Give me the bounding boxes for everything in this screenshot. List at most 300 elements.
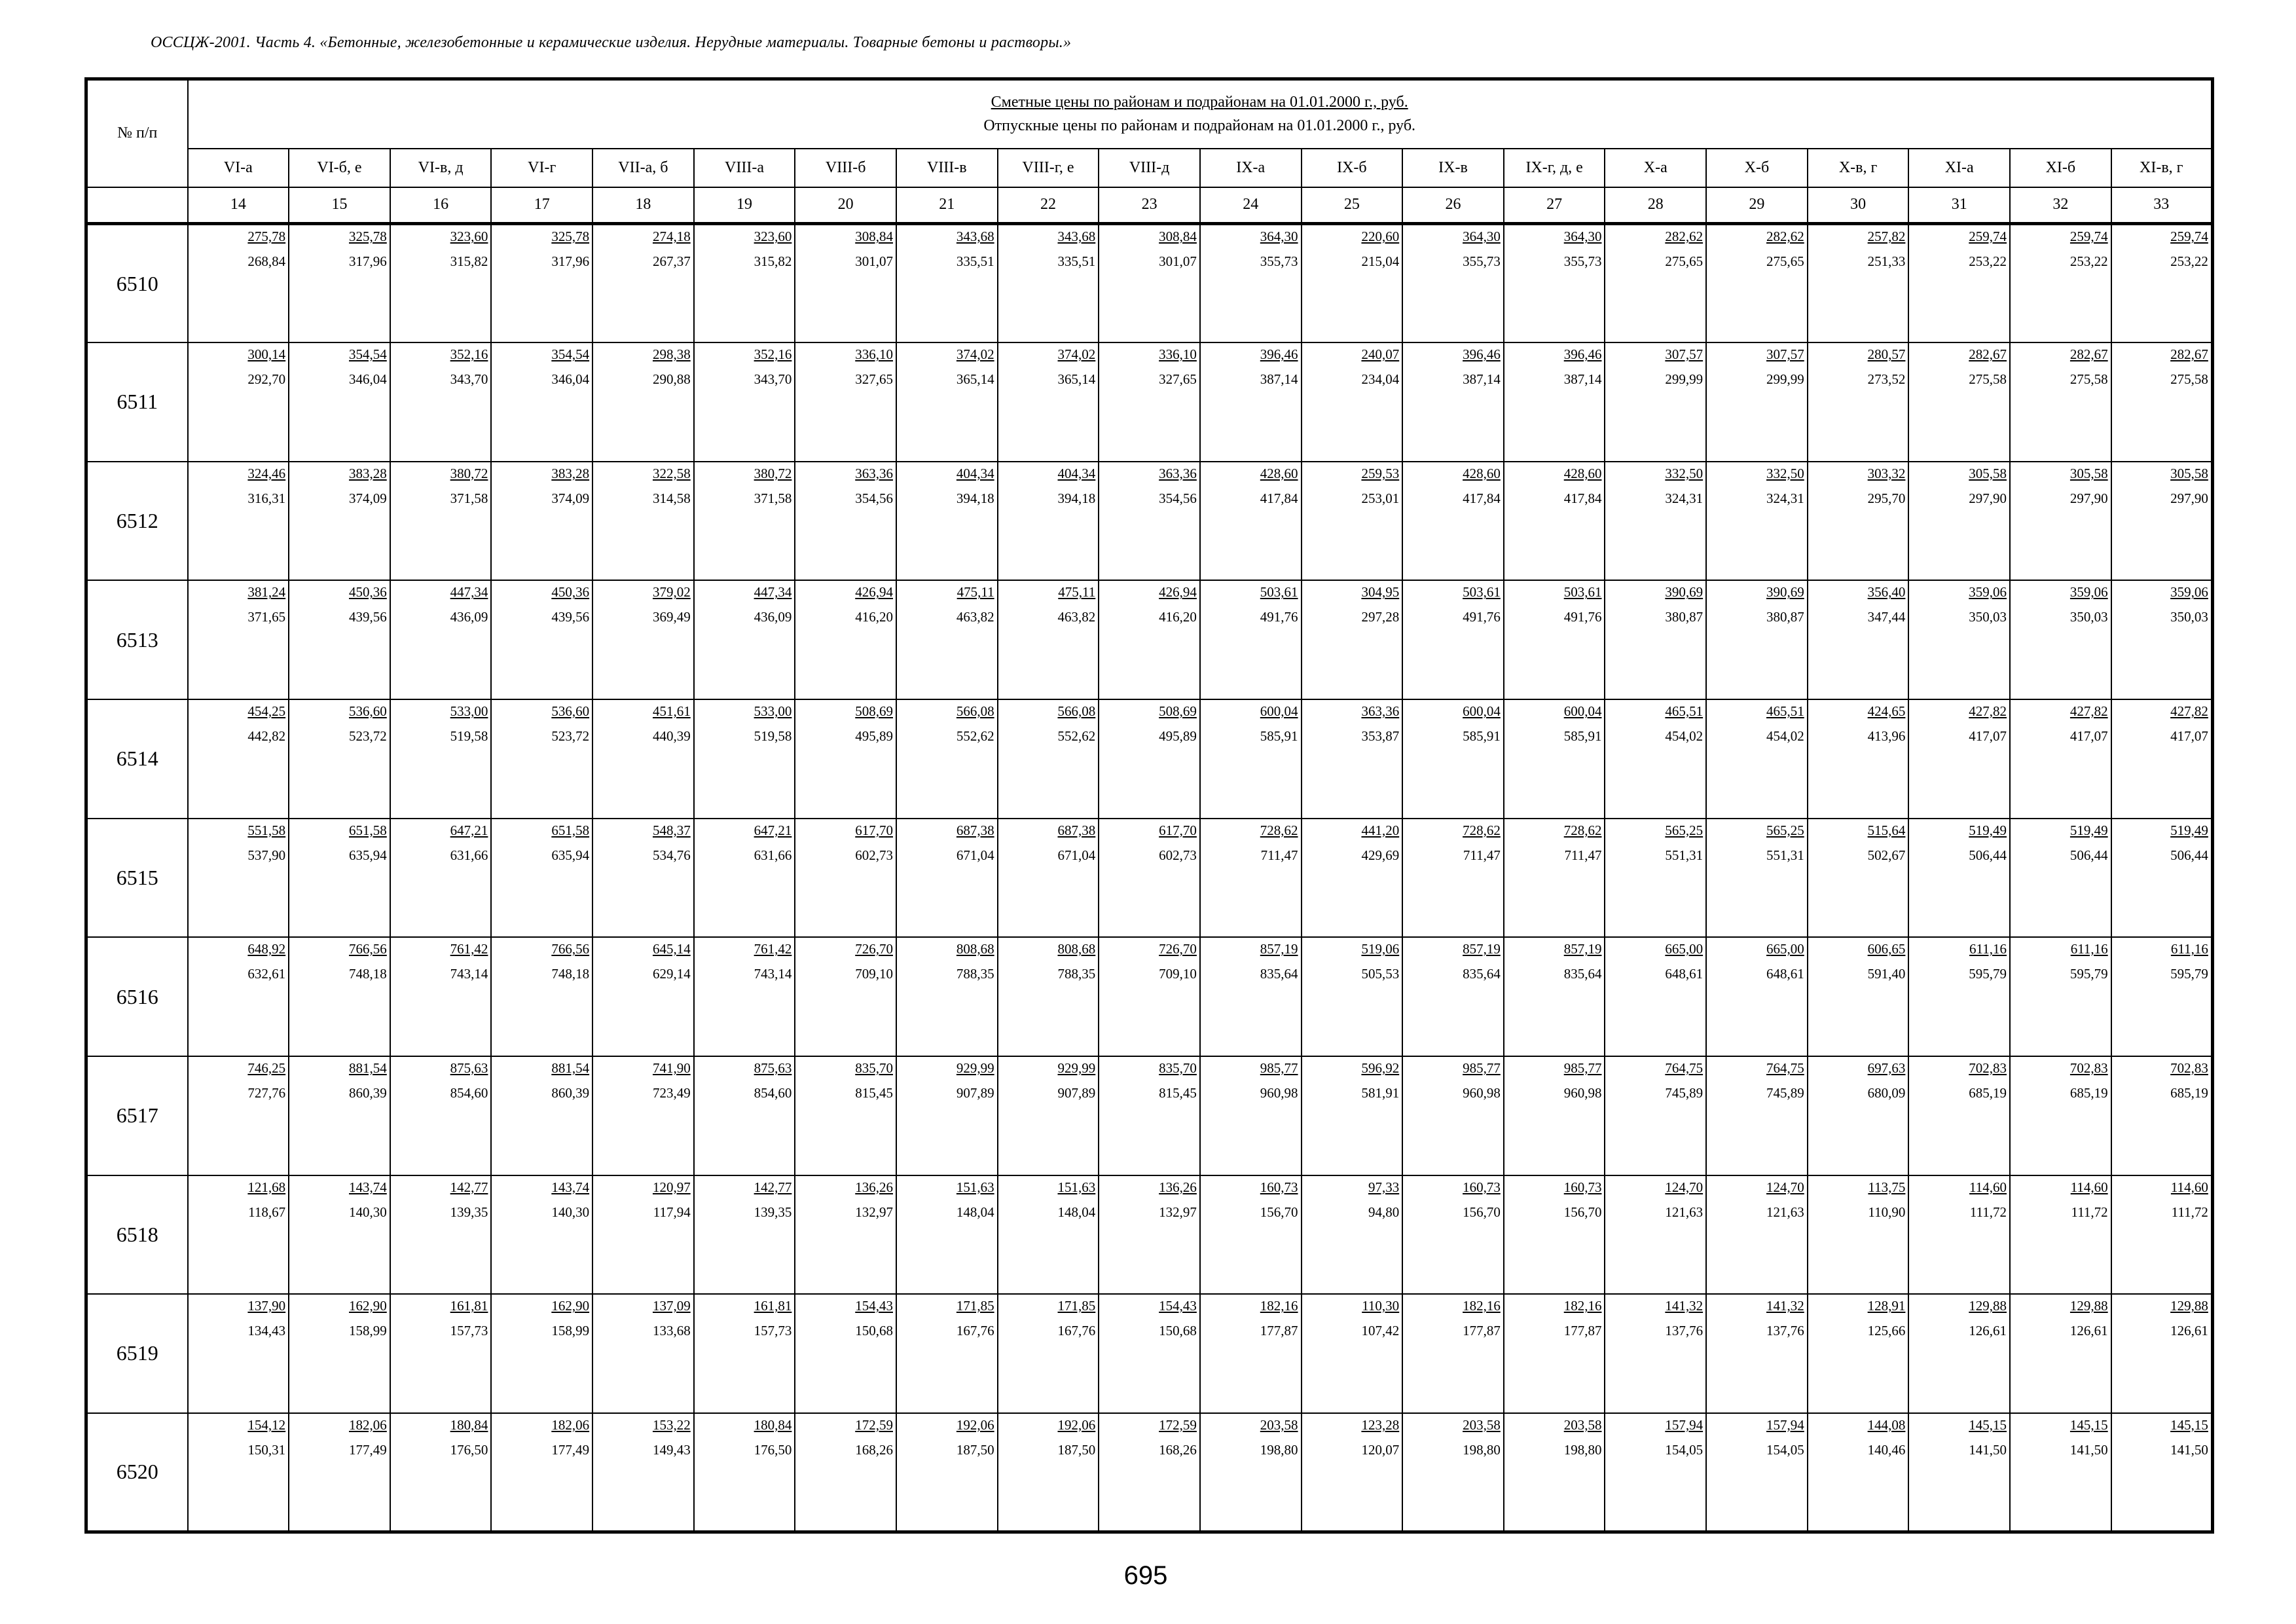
- release-price: 292,70: [247, 371, 286, 388]
- estimate-price: 129,88: [1969, 1298, 2007, 1314]
- estimate-price: 764,75: [1766, 1060, 1804, 1076]
- price-cell: [795, 1413, 896, 1532]
- release-price: 788,35: [1057, 966, 1096, 982]
- release-price: 387,14: [1260, 371, 1298, 388]
- release-price: 585,91: [1563, 728, 1602, 744]
- column-number: 26: [1402, 187, 1504, 224]
- release-price: 126,61: [2069, 1323, 2108, 1339]
- estimate-price: 172,59: [855, 1416, 893, 1433]
- estimate-price: 475,11: [1058, 584, 1096, 600]
- price-cell: [390, 224, 492, 343]
- price-cell: [1605, 1175, 1706, 1295]
- estimate-price: 121,68: [247, 1179, 286, 1195]
- estimate-price: 257,82: [1867, 229, 1906, 244]
- estimate-price: 324,46: [247, 465, 286, 481]
- release-price: 394,18: [1057, 490, 1096, 506]
- release-price: 290,88: [652, 371, 691, 388]
- release-price: 253,22: [2069, 253, 2108, 269]
- release-price: 275,65: [1665, 253, 1704, 269]
- price-cell: [795, 819, 896, 938]
- price-cell: [390, 819, 492, 938]
- release-price: 107,42: [1361, 1323, 1400, 1339]
- estimate-price: 390,69: [1766, 584, 1804, 600]
- release-price: 709,10: [855, 966, 893, 982]
- district-header: VI-в, д: [390, 149, 492, 187]
- price-cell: [289, 1175, 390, 1295]
- release-price: 154,05: [1766, 1441, 1804, 1458]
- price-cell: [390, 580, 492, 699]
- column-number: 29: [1706, 187, 1808, 224]
- estimate-price: 451,61: [652, 703, 691, 719]
- estimate-price: 503,61: [1463, 584, 1501, 600]
- estimate-price: 182,16: [1563, 1298, 1602, 1314]
- price-cell: [1808, 462, 1909, 581]
- price-cell: [1706, 1294, 1808, 1413]
- release-price: 176,50: [450, 1441, 488, 1458]
- price-cell: [2111, 1056, 2213, 1175]
- price-cell: [694, 342, 795, 462]
- release-price: 907,89: [1057, 1084, 1096, 1101]
- column-number: 21: [896, 187, 998, 224]
- release-price: 177,87: [1563, 1323, 1602, 1339]
- estimate-price: 364,30: [1260, 229, 1298, 244]
- estimate-price: 124,70: [1766, 1179, 1804, 1195]
- estimate-price: 428,60: [1260, 465, 1298, 481]
- release-price: 120,07: [1361, 1441, 1400, 1458]
- column-number: 15: [289, 187, 390, 224]
- column-number-blank: [86, 187, 188, 224]
- estimate-price: 160,73: [1260, 1179, 1298, 1195]
- release-price: 581,91: [1361, 1084, 1400, 1101]
- estimate-price: 985,77: [1563, 1060, 1602, 1076]
- estimate-price: 359,06: [1969, 584, 2007, 600]
- release-price: 595,79: [2170, 966, 2208, 982]
- estimate-price: 396,46: [1563, 346, 1602, 363]
- estimate-price: 503,61: [1260, 584, 1298, 600]
- estimate-price: 726,70: [855, 941, 893, 957]
- release-price: 439,56: [551, 609, 590, 625]
- release-price: 374,09: [551, 490, 590, 506]
- estimate-price: 259,74: [2069, 229, 2108, 244]
- estimate-price: 137,09: [652, 1298, 691, 1314]
- estimate-price: 182,16: [1260, 1298, 1298, 1314]
- table-row: [86, 224, 2213, 343]
- price-cell: [1099, 580, 1200, 699]
- release-price: 519,58: [450, 728, 488, 744]
- estimate-price: 308,84: [1159, 229, 1197, 244]
- estimate-price: 857,19: [1463, 941, 1501, 957]
- estimate-price: 240,07: [1361, 346, 1400, 363]
- release-price: 156,70: [1260, 1204, 1298, 1220]
- price-cell: [2111, 1413, 2213, 1532]
- price-cell: [390, 342, 492, 462]
- row-id: 6513: [86, 580, 188, 699]
- price-cell: [896, 699, 998, 819]
- price-cell: [188, 342, 289, 462]
- estimate-price: 808,68: [1057, 941, 1096, 957]
- estimate-price: 465,51: [1766, 703, 1804, 719]
- estimate-price: 426,94: [1159, 584, 1197, 600]
- price-cell: [694, 1413, 795, 1532]
- table-row: [86, 1413, 2213, 1532]
- release-price: 671,04: [1057, 847, 1096, 863]
- estimate-price: 766,56: [349, 941, 387, 957]
- price-cell: [1200, 1413, 1302, 1532]
- row-id: 6520: [86, 1413, 188, 1532]
- release-price: 709,10: [1159, 966, 1197, 982]
- release-price: 315,82: [754, 253, 792, 269]
- release-price: 585,91: [1260, 728, 1298, 744]
- estimate-price: 282,67: [2170, 346, 2208, 363]
- release-price: 297,90: [1969, 490, 2007, 506]
- release-price: 371,65: [247, 609, 286, 625]
- release-price: 141,50: [2069, 1441, 2108, 1458]
- price-cell: [1605, 1413, 1706, 1532]
- district-header: IX-г, д, е: [1504, 149, 1605, 187]
- price-cell: [491, 937, 592, 1056]
- release-price: 416,20: [855, 609, 893, 625]
- estimate-price: 305,58: [2069, 465, 2108, 481]
- price-cell: [1302, 580, 1403, 699]
- release-price: 491,76: [1563, 609, 1602, 625]
- price-cell: [1605, 462, 1706, 581]
- release-price: 631,66: [754, 847, 792, 863]
- district-header: VIII-б: [795, 149, 896, 187]
- release-price: 506,44: [2170, 847, 2208, 863]
- estimate-price: 363,36: [1159, 465, 1197, 481]
- price-cell: [795, 224, 896, 343]
- release-price: 150,68: [1159, 1323, 1197, 1339]
- price-cell: [896, 580, 998, 699]
- release-price: 297,90: [2170, 490, 2208, 506]
- price-cell: [592, 699, 694, 819]
- release-price: 125,66: [1867, 1323, 1906, 1339]
- estimate-price: 142,77: [754, 1179, 792, 1195]
- estimate-price: 617,70: [855, 822, 893, 838]
- release-price: 743,14: [754, 966, 792, 982]
- district-header: IX-а: [1200, 149, 1302, 187]
- estimate-price: 141,32: [1665, 1298, 1704, 1314]
- price-cell: [1808, 1175, 1909, 1295]
- estimate-price: 687,38: [1057, 822, 1096, 838]
- price-cell: [390, 1413, 492, 1532]
- column-number: 23: [1099, 187, 1200, 224]
- price-cell: [2111, 1294, 2213, 1413]
- price-cell: [2010, 342, 2111, 462]
- price-cell: [592, 1294, 694, 1413]
- price-cell: [694, 580, 795, 699]
- price-cell: [2111, 819, 2213, 938]
- price-cell: [795, 1175, 896, 1295]
- estimate-price: 857,19: [1563, 941, 1602, 957]
- price-cell: [1302, 937, 1403, 1056]
- estimate-price: 702,83: [2170, 1060, 2208, 1076]
- estimate-price: 343,68: [956, 229, 994, 244]
- price-cell: [289, 342, 390, 462]
- price-cell: [491, 1056, 592, 1175]
- estimate-price: 308,84: [855, 229, 893, 244]
- price-cell: [1808, 819, 1909, 938]
- estimate-price: 153,22: [652, 1416, 691, 1433]
- release-price: 551,31: [1766, 847, 1804, 863]
- price-cell: [289, 1056, 390, 1175]
- release-price: 495,89: [855, 728, 893, 744]
- estimate-price: 835,70: [855, 1060, 893, 1076]
- release-price: 346,04: [551, 371, 590, 388]
- release-price: 380,87: [1766, 609, 1804, 625]
- release-price: 506,44: [2069, 847, 2108, 863]
- price-cell: [1302, 699, 1403, 819]
- price-cell: [998, 1413, 1099, 1532]
- release-price: 491,76: [1260, 609, 1298, 625]
- district-header: VI-г: [491, 149, 592, 187]
- column-number: 33: [2111, 187, 2213, 224]
- release-price: 417,07: [2069, 728, 2108, 744]
- release-price: 685,19: [2069, 1084, 2108, 1101]
- release-price: 632,61: [247, 966, 286, 982]
- release-price: 680,09: [1867, 1084, 1906, 1101]
- price-cell: [1099, 937, 1200, 1056]
- district-header: VII-а, б: [592, 149, 694, 187]
- estimate-price: 380,72: [450, 465, 488, 481]
- estimate-price: 651,58: [551, 822, 590, 838]
- price-cell: [694, 819, 795, 938]
- release-price: 355,73: [1260, 253, 1298, 269]
- row-id: 6511: [86, 342, 188, 462]
- estimate-price: 380,72: [754, 465, 792, 481]
- release-price: 177,49: [551, 1441, 590, 1458]
- estimate-price: 157,94: [1665, 1416, 1704, 1433]
- estimate-price: 114,60: [2070, 1179, 2108, 1195]
- estimate-price: 323,60: [754, 229, 792, 244]
- price-cell: [795, 699, 896, 819]
- release-price: 177,87: [1463, 1323, 1501, 1339]
- release-price: 141,50: [1969, 1441, 2007, 1458]
- estimate-price: 450,36: [551, 584, 590, 600]
- release-price: 168,26: [1159, 1441, 1197, 1458]
- price-cell: [1908, 699, 2010, 819]
- price-cell: [1402, 580, 1504, 699]
- release-price: 436,09: [450, 609, 488, 625]
- release-price: 275,58: [2069, 371, 2108, 388]
- release-price: 150,31: [247, 1441, 286, 1458]
- estimate-price: 282,62: [1665, 229, 1704, 244]
- price-cell: [1402, 819, 1504, 938]
- price-cell: [592, 462, 694, 581]
- price-cell: [188, 580, 289, 699]
- price-cell: [2111, 224, 2213, 343]
- price-cell: [896, 937, 998, 1056]
- price-cell: [896, 1294, 998, 1413]
- price-cell: [2010, 699, 2111, 819]
- release-price: 275,65: [1766, 253, 1804, 269]
- district-header: VIII-г, е: [998, 149, 1099, 187]
- price-cell: [390, 699, 492, 819]
- estimate-price: 282,67: [2069, 346, 2108, 363]
- estimate-price: 154,43: [1159, 1298, 1197, 1314]
- price-cell: [1402, 937, 1504, 1056]
- release-price: 417,84: [1563, 490, 1602, 506]
- price-cell: [1302, 1294, 1403, 1413]
- column-number: 19: [694, 187, 795, 224]
- estimate-price: 280,57: [1867, 346, 1906, 363]
- estimate-price: 141,32: [1766, 1298, 1804, 1314]
- price-cell: [289, 937, 390, 1056]
- price-cell: [1504, 342, 1605, 462]
- price-cell: [1099, 1175, 1200, 1295]
- price-cell: [1706, 699, 1808, 819]
- row-id: 6518: [86, 1175, 188, 1295]
- release-price: 156,70: [1463, 1204, 1501, 1220]
- district-header: X-а: [1605, 149, 1706, 187]
- price-cell: [2111, 462, 2213, 581]
- estimate-price: 390,69: [1665, 584, 1704, 600]
- release-price: 523,72: [349, 728, 387, 744]
- release-price: 267,37: [652, 253, 691, 269]
- price-cell: [390, 1294, 492, 1413]
- release-price: 454,02: [1665, 728, 1704, 744]
- row-id: 6519: [86, 1294, 188, 1413]
- release-price: 429,69: [1361, 847, 1400, 863]
- price-cell: [592, 819, 694, 938]
- release-price: 585,91: [1463, 728, 1501, 744]
- price-cell: [1706, 224, 1808, 343]
- estimate-price: 746,25: [247, 1060, 286, 1076]
- price-cell: [2111, 699, 2213, 819]
- estimate-price: 143,74: [349, 1179, 387, 1195]
- price-cell: [998, 1175, 1099, 1295]
- price-cell: [1504, 1175, 1605, 1295]
- release-price: 960,98: [1463, 1084, 1501, 1101]
- price-cell: [1706, 937, 1808, 1056]
- release-price: 141,50: [2170, 1441, 2208, 1458]
- price-cell: [896, 1413, 998, 1532]
- column-number: 24: [1200, 187, 1302, 224]
- release-price: 353,87: [1361, 728, 1400, 744]
- price-cell: [1908, 937, 2010, 1056]
- release-price: 835,64: [1463, 966, 1501, 982]
- estimate-price: 143,74: [551, 1179, 590, 1195]
- estimate-price: 110,30: [1362, 1298, 1400, 1314]
- price-cell: [795, 462, 896, 581]
- estimate-price: 192,06: [1057, 1416, 1096, 1433]
- price-cell: [188, 1413, 289, 1532]
- release-price: 139,35: [450, 1204, 488, 1220]
- release-price: 268,84: [247, 253, 286, 269]
- estimate-price: 687,38: [956, 822, 994, 838]
- estimate-price: 761,42: [754, 941, 792, 957]
- price-cell: [1605, 1294, 1706, 1413]
- price-cell: [1908, 462, 2010, 581]
- price-cell: [896, 1056, 998, 1175]
- release-price: 140,46: [1867, 1441, 1906, 1458]
- price-cell: [491, 819, 592, 938]
- price-cell: [1200, 1294, 1302, 1413]
- release-price: 417,07: [1969, 728, 2007, 744]
- price-cell: [592, 1175, 694, 1295]
- estimate-price: 565,25: [1766, 822, 1804, 838]
- price-cell: [491, 1294, 592, 1413]
- release-price: 602,73: [855, 847, 893, 863]
- release-price: 371,58: [450, 490, 488, 506]
- estimate-price: 985,77: [1463, 1060, 1501, 1076]
- estimate-price: 124,70: [1665, 1179, 1704, 1195]
- price-cell: [2111, 342, 2213, 462]
- release-price: 417,84: [1463, 490, 1501, 506]
- estimate-price: 298,38: [652, 346, 691, 363]
- estimate-price: 875,63: [754, 1060, 792, 1076]
- price-cell: [795, 342, 896, 462]
- estimate-price: 154,12: [247, 1416, 286, 1433]
- estimate-price: 606,65: [1867, 941, 1906, 957]
- release-price: 111,72: [1969, 1204, 2007, 1220]
- release-price: 854,60: [754, 1084, 792, 1101]
- release-price: 354,56: [855, 490, 893, 506]
- price-cell: [1302, 462, 1403, 581]
- price-cell: [795, 580, 896, 699]
- release-price: 273,52: [1867, 371, 1906, 388]
- price-cell: [896, 1175, 998, 1295]
- price-cell: [1099, 1056, 1200, 1175]
- price-cell: [896, 224, 998, 343]
- estimate-price: 352,16: [754, 346, 792, 363]
- district-header: VI-б, е: [289, 149, 390, 187]
- price-cell: [188, 699, 289, 819]
- price-cell: [491, 699, 592, 819]
- estimate-price: 611,16: [1969, 941, 2007, 957]
- estimate-price: 303,32: [1867, 465, 1906, 481]
- page-number: 695: [1123, 1561, 1168, 1590]
- release-price: 552,62: [1057, 728, 1096, 744]
- release-price: 505,53: [1361, 966, 1400, 982]
- document-header: ОССЦЖ-2001. Часть 4. «Бетонные, железобетонные и керамические изделия. Нерудные материалы. Товарные бетоны и растворы.»: [151, 34, 1072, 51]
- price-cell: [1908, 224, 2010, 343]
- price-cell: [694, 224, 795, 343]
- estimate-price: 364,30: [1463, 229, 1501, 244]
- price-cell: [1908, 342, 2010, 462]
- district-header: IX-б: [1302, 149, 1403, 187]
- release-price: 519,58: [754, 728, 792, 744]
- release-price: 301,07: [855, 253, 893, 269]
- release-price: 635,94: [551, 847, 590, 863]
- table-row: [86, 699, 2213, 819]
- release-price: 350,03: [2069, 609, 2108, 625]
- price-cell: [1200, 699, 1302, 819]
- estimate-price: 551,58: [247, 822, 286, 838]
- release-price: 711,47: [1260, 847, 1298, 863]
- release-price: 149,43: [652, 1441, 691, 1458]
- price-cell: [1200, 224, 1302, 343]
- release-price: 860,39: [349, 1084, 387, 1101]
- price-cell: [998, 699, 1099, 819]
- table-row: [86, 580, 2213, 699]
- row-id: 6510: [86, 224, 188, 343]
- price-cell: [1200, 1175, 1302, 1295]
- price-cell: [188, 1175, 289, 1295]
- estimate-price: 137,90: [247, 1298, 286, 1314]
- estimate-price: 447,34: [450, 584, 488, 600]
- release-price: 126,61: [1969, 1323, 2007, 1339]
- price-cell: [998, 342, 1099, 462]
- estimate-price: 162,90: [551, 1298, 590, 1314]
- release-price: 960,98: [1563, 1084, 1602, 1101]
- price-cell: [592, 1413, 694, 1532]
- release-price: 121,63: [1665, 1204, 1704, 1220]
- price-cell: [2111, 937, 2213, 1056]
- estimate-price: 374,02: [1057, 346, 1096, 363]
- estimate-price: 533,00: [450, 703, 488, 719]
- estimate-price: 325,78: [551, 229, 590, 244]
